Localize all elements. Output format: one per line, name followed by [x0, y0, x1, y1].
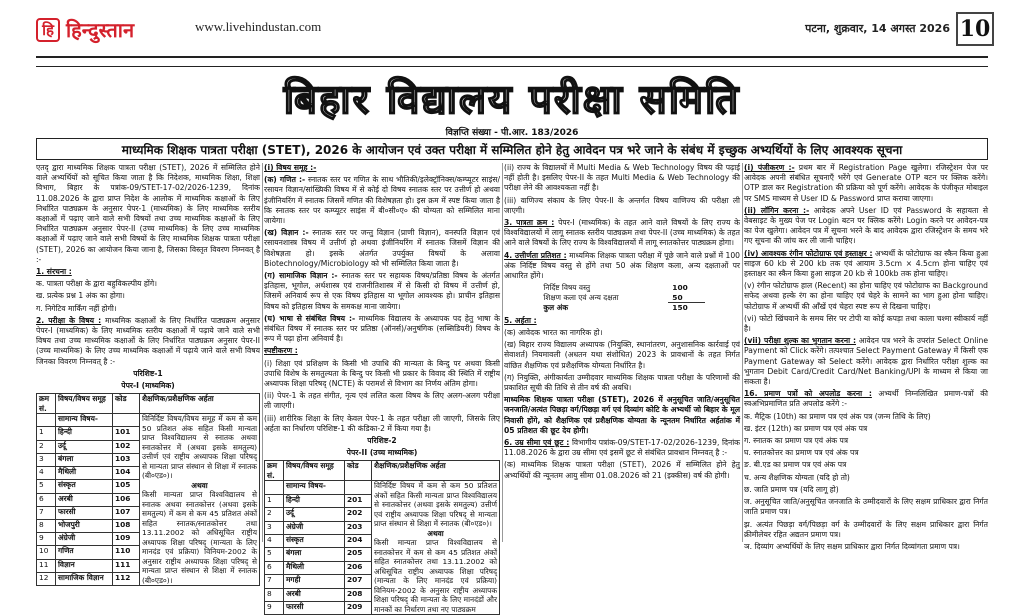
- marks-value: 100: [672, 283, 688, 293]
- appendix-label: परिशिष्ट-2: [367, 436, 397, 446]
- subject-code: 112: [113, 572, 140, 585]
- table-header: विषय/विषय समूह: [56, 394, 113, 414]
- dateline: पटना, शुक्रवार, 14 अगस्त 2026: [805, 22, 950, 35]
- subject-name: गणित: [56, 546, 113, 559]
- upload-item: छ. जाति प्रमाण पत्र (यदि लागू हो): [744, 484, 839, 494]
- social-science-text: स्नातक स्तर पर सहायक विषय/प्रतिष्ठा विषय के अंतर्गत इतिहास, भूगोल, अर्थशास्त्र एवं राजनीतिशास्त्र में से किसी दो विषय में उत्तीर्ण हो, जिसमें अनिवार्य रूप से एक विषय इतिहास या भूगोल आवश्यक हो। प्राचीन इतिहास विषय को इतिहास विषय के समकक्ष माना जायेगा।: [264, 271, 500, 311]
- subject-code: 111: [113, 559, 140, 572]
- age-limit-item: (क) माध्यमिक शिक्षक पात्रता परीक्षा (STET), 2026 में सम्मिलित होने हेतु अभ्यर्थियों की न्यूनतम आयु सीमा 01.08.2026 को 21 (इक्कीस) वर्ष की होगी।: [504, 460, 740, 480]
- maths-text: स्नातक स्तर पर गणित के साथ भौतिकी/इलेक्ट्रॉनिक्स/कम्प्यूटर साइंस/रसायन विज्ञान/सांख्यिकी विषय में से कोई दो विषय स्नातक स्तर पर उत्तीर्ण हो अथवा इंजीनियरिंग में स्नातक जिसमें गणित की विशेषज्ञता हो। इस क्रम में स्पष्ट किया जाता है कि स्नातक स्तर पर कम्प्यूटर साइंस में बी०सी०ए० की योग्यता को सम्मिलित माना जायेगा।: [264, 175, 501, 226]
- row-number: 5: [265, 548, 284, 561]
- column-divider: [262, 163, 263, 542]
- subject-name: बंगला: [284, 548, 345, 561]
- upload-title: 16. प्रमाण पत्रों को अपलोड करना :: [744, 389, 872, 399]
- subject-code: 208: [345, 588, 372, 601]
- upload-item: झ. अत्यंत पिछड़ा वर्ग/पिछड़ा वर्ग के उम्मीदवारों के लिए सक्षम प्राधिकार द्वारा निर्गत क्रीमीलेयर रहित अद्यतन प्रमाण पत्र।: [744, 519, 988, 539]
- row-number: 4: [265, 535, 284, 548]
- subject-code: 106: [113, 493, 140, 506]
- marks-label: कुल अंक: [543, 302, 568, 312]
- subject-code: 103: [113, 453, 140, 466]
- subject-name: फारसी: [56, 506, 113, 519]
- subject-code: 202: [345, 508, 372, 521]
- row-number: 3: [265, 521, 284, 534]
- clarification-item: (i) शिक्षा एवं प्रशिक्षण के किसी भी उपाधि की मान्यता के बिन्दु पर अथवा किसी उपाधि विशेष के समतुल्यता के बिन्दु पर किसी भी प्रकार के विवाद की स्थिति में राष्ट्रीय अध्यापक शिक्षा परिषद् (NCTE) के परामर्श से विभाग का निर्णय अंतिम होगा।: [264, 358, 500, 389]
- website-url: www.livehindustan.com: [195, 19, 322, 34]
- paper-label: पेपर-II (उच्च माध्यमिक): [346, 448, 418, 458]
- eligibility-item: (ग) नियुक्ति, अंगीकार्यता उम्मीदवार माध्यमिक शिक्षक पात्रता परीक्षा के परिणामों की प्रकाशित सूची की तिथि से तीन वर्ष की अवधि।: [504, 372, 740, 392]
- subject-name: उर्दू: [284, 508, 345, 521]
- marks-label: निर्दिष्ट विषय वस्तु: [543, 283, 591, 293]
- marks-value: 150: [672, 303, 688, 313]
- intro-paragraph: एतद् द्वारा माध्यमिक शिक्षक पात्रता परीक्षा (STET), 2026 में सम्मिलित होने वाले अभ्यर्थियों को सूचित किया जाता है कि निदेशक, माध्यमिक शिक्षा, शिक्षा विभाग, बिहार के पत्रांक-09/STET-17-02/2026-1239, दिनांक 11.08.2026 के द्वारा प्राप्त निदेश के आलोक में माध्यमिक कक्षाओं के लिए निर्धारित पाठ्यक्रम के अनुसार पेपर-1 (माध्यमिक) के लिए माध्यमिक स्तरीय कक्षाओं में पढ़ाए जाने वाले सभी विषयों तथा उच्च माध्यमिक कक्षाओं के लिए निर्धारित पाठ्यक्रम अनुसार पेपर-II (उच्च माध्यमिक) के लिए उच्च माध्यमिक कक्षाओं में पढ़ाए जाने वाले सभी विषयों के लिए माध्यमिक शिक्षक पात्रता परीक्षा (STET), 2026 का आयोजन किया जाना है, जिसका विस्तृत विवरण निम्नवत् है :-: [36, 163, 260, 264]
- subject-name: हिन्दी: [284, 494, 345, 507]
- subject-name: भोजपुरी: [56, 520, 113, 533]
- upload-item: ज. अनुसूचित जाति/अनुसूचित जनजाति के उम्मीदवारों के लिए सक्षम प्राधिकार द्वारा निर्गत जाति प्रमाण पत्र।: [744, 497, 988, 517]
- row-number: 2: [37, 440, 56, 453]
- notice-number: विज्ञप्ति संख्या - पी.आर. 183/2026: [445, 128, 579, 138]
- age-limit-text: विभागीय पत्रांक-09/STET-17-02/2026-1239, दिनांक 11.08.2026 के द्वारा उम्र सीमा एवं इसमें छूट से संबंधित प्रावधान निम्नवत् है :-: [504, 437, 740, 458]
- paragraph: (ii) राज्य के विद्यालयों में Multi Media & Web Technology विषय की पढ़ाई नहीं होती है। इसलिए पेपर-II के तहत Multi Media & Web Technology की परीक्षा लेने की आवश्यकता नहीं है।: [504, 163, 740, 193]
- table-header: क्रम सं.: [265, 461, 284, 481]
- masthead: [0, 0, 1024, 64]
- language-text: माध्यमिक विद्यालय के अध्यापक पद हेतु भाषा के संबंधित विषय में स्नातक स्तर पर प्रतिष्ठा (ऑनर्स)/अनुषंगिक (सब्सिडियरी) विषय के रूप में पढ़ा होना अनिवार्य है।: [264, 313, 500, 344]
- upload-text: अभ्यर्थी निम्नलिखित प्रमाण-पत्रों की स्वअभिप्रमाणित प्रति अपलोड करेंगे :-: [744, 389, 988, 409]
- row-number: 10: [37, 546, 56, 559]
- subject-name: उर्दू: [56, 440, 113, 453]
- subject-code: 201: [345, 494, 372, 507]
- row-number: 1: [37, 427, 56, 440]
- notice-subtitle: माध्यमिक शिक्षक पात्रता परीक्षा (STET), 2026 के आयोजन एवं उक्त परीक्षा में सम्मिलित होने हेतु आवेदन पत्र भरे जाने के संबंध में इच्छुक अभ्यर्थियों के लिए आवश्यक सूचना: [36, 138, 988, 160]
- registration-title: (i) पंजीकरण :-: [744, 163, 795, 172]
- eligibility-item: (क) आवेदक भारत का नागरिक हो।: [504, 327, 603, 337]
- row-number: 8: [265, 588, 284, 601]
- or-label: अथवा: [191, 480, 208, 490]
- marks-value: 50: [668, 293, 704, 303]
- section-subjects-text: माध्यमिक कक्षाओं के लिए निर्धारित पाठ्यक्रम अनुसार पेपर-I (माध्यमिक) के लिए माध्यमिक स्तरीय कक्षाओं में पढ़ाये जाने वाले सभी विषय तथा उच्च माध्यमिक कक्षाओं के लिए निर्धारित पाठ्यक्रम अनुसार पेपर-II (उच्च माध्यमिक) के लिए उच्च माध्यमिक कक्षाओं में पढ़ाये जाने वाले सभी विषय जिनका विवरण निम्नवत् है :-: [36, 315, 260, 366]
- table-row: [37, 414, 260, 427]
- subject-name: बंगला: [56, 453, 113, 466]
- headline-top-rule: [36, 66, 988, 67]
- row-number: 12: [37, 572, 56, 585]
- subject-code: 108: [113, 520, 140, 533]
- subject-name: सामाजिक विज्ञान: [56, 572, 113, 585]
- table-row: [539, 283, 704, 293]
- page-number: 10: [956, 12, 994, 46]
- subject-code: 207: [345, 575, 372, 588]
- row-number: 7: [37, 506, 56, 519]
- qualification-text-alt: किसी मान्यता प्राप्त विश्वविद्यालय से स्नातक अथवा स्नातकोत्तर (अथवा इसके समतुल्य) में कम से कम 45 प्रतिशत अंकों सहित स्नातक/स्नातकोत्तर तथा 13.11.2002 को अधिसूचित राष्ट्रीय अध्यापक शिक्षा परिषद् (मान्यता के लिए मानदंड एवं प्रक्रिया) विनियम-2002 के अनुसार राष्ट्रीय अध्यापक शिक्षा परिषद् से मान्यता प्राप्त संस्थान से शिक्षा में स्नातक (बी०एड०)।: [142, 490, 257, 585]
- table-header: क्रम सं.: [37, 394, 56, 414]
- subject-code: 110: [113, 546, 140, 559]
- table-header: विषय/विषय समूह: [284, 461, 345, 481]
- table-header: शैक्षणिक/प्रशैक्षणिक अर्हता: [140, 394, 260, 414]
- subject-code: 206: [345, 561, 372, 574]
- group-label: सामान्य विषय-: [284, 481, 345, 494]
- subject-group-title: (i) विषय समूह :-: [264, 163, 317, 172]
- upload-item: घ. स्नातकोत्तर का प्रमाण पत्र एवं अंक पत्र: [744, 448, 859, 458]
- eligibility-item: (ख) बिहार राज्य विद्यालय अध्यापक (नियुक्ति, स्थानांतरण, अनुशासनिक कार्रवाई एवं सेवाशर्त) नियमावली (अधतन यथा संशोधित) 2023 के प्रावधानों के तहत निर्गत वांछित शैक्षणिक एवं प्रशैक्षणिक योग्यता निर्धारित है।: [504, 340, 740, 370]
- table-row: [539, 303, 704, 313]
- structure-item: ग. निगेटिव मार्किंग नहीं होगी।: [36, 303, 117, 313]
- row-number: 3: [37, 453, 56, 466]
- upload-item: ङ. बी.एड का प्रमाण पत्र एवं अंक पत्र: [744, 460, 847, 470]
- age-limit-title: 6. उम्र सीमा एवं छूट :: [504, 437, 570, 447]
- social-science-title: (ग) सामाजिक विज्ञान :-: [264, 271, 338, 281]
- pass-percent-text: माध्यमिक शिक्षक पात्रता परीक्षा में पूछे जाने वाले प्रश्नों में 100 अंक निर्दिष्ट विषय वस्तु से होंगे तथा 50 अंक शिक्षण कला, अन्य दक्षताओं पर आधारित होंगे।: [504, 250, 740, 281]
- row-number: 7: [265, 575, 284, 588]
- login-title: (ii) लॉगिन करना :-: [744, 205, 810, 215]
- subject-code: 204: [345, 535, 372, 548]
- subject-code: 105: [113, 480, 140, 493]
- column-4: [744, 163, 989, 551]
- column-3: [504, 163, 740, 542]
- paragraph: (vi) फोटो खिंचवाने के समय सिर पर टोपी या कोई कपड़ा तथा काला चश्मा स्वीकार्य नहीं है।: [744, 313, 988, 334]
- structure-item: ख. प्रत्येक प्रश्न 1 अंक का होगा।: [36, 291, 125, 301]
- eligibility-title: 5. अर्हता :: [504, 315, 537, 325]
- subject-name: संस्कृत: [284, 535, 345, 548]
- subject-code: 101: [113, 427, 140, 440]
- subject-name: अंग्रेजी: [56, 533, 113, 546]
- column-1: [36, 163, 260, 585]
- subject-name: संस्कृत: [56, 480, 113, 493]
- marks-label: शिक्षण कला एवं अन्य दक्षता: [543, 292, 619, 302]
- appendix-label: परिशिष्ट-1: [133, 368, 163, 378]
- row-number: 9: [265, 602, 284, 615]
- subject-name: फारसी: [284, 602, 345, 615]
- fee-text: आवेदन पत्र भरने के उपरांत Select Online Payment को Click करेंगे। तत्पश्चात Select Payment Gateway में किसी एक Payment Gateway को Select करेंगे। आवेदक द्वारा निर्धारित परीक्षा शुल्क का भुगतान Debit Card/Credit Card/Net Banking/UPI के माध्यम से किया जा सकता है।: [744, 336, 988, 387]
- subject-code: 104: [113, 467, 140, 480]
- pass-percent-title: 4. उत्तीर्णता प्रतिशत :: [504, 250, 567, 260]
- clarification-item: (iii) शारीरिक शिक्षा के लिए केवल पेपर-1 के तहत परीक्षा ली जाएगी, जिसके लिए अर्हता का निर्धारण परिशिष्ट-1 की कंडिका-2 में किया गया है।: [264, 413, 500, 433]
- row-number: 1: [265, 494, 284, 507]
- logo-text: हिन्दुस्तान: [66, 18, 135, 42]
- table-row: [539, 293, 704, 303]
- group-label: सामान्य विषय-: [56, 414, 113, 427]
- masthead-rule: [36, 56, 988, 58]
- row-number: 4: [37, 467, 56, 480]
- row-number: 9: [37, 533, 56, 546]
- science-text: स्नातक स्तर पर जन्तु विज्ञान (प्राणी विज्ञान), वनस्पति विज्ञान एवं रसायनशास्त्र विषय में उत्तीर्ण हो अथवा इंजीनियरिंग में स्नातक जिसमें विज्ञान की विशेषज्ञता हो। इसके अंतर्गत उपर्युक्त विषयों के अलावा Biotechnology/Microbiology को भी सम्मिलित किया जाता है।: [264, 228, 500, 268]
- or-label: अथवा: [427, 528, 444, 538]
- upload-item: क. मैट्रिक (10th) का प्रमाण पत्र एवं अंक पत्र (जन्म तिथि के लिए): [744, 411, 931, 421]
- language-title: (घ) भाषा से संबंधित विषय :-: [264, 313, 356, 323]
- subject-code: 102: [113, 440, 140, 453]
- paragraph: (iii) वाणिज्य संकाय के लिए पेपर-II के अन्तर्गत विषय वाणिज्य की परीक्षा ली जाएगी।: [504, 195, 740, 215]
- column-divider: [742, 163, 743, 542]
- table-header: शैक्षणिक/प्रशैक्षणिक अर्हता: [372, 461, 500, 481]
- row-number: 6: [37, 493, 56, 506]
- maths-title: (क) गणित :-: [264, 175, 306, 185]
- subject-name: मगही: [284, 575, 345, 588]
- subject-name: मैथिली: [56, 467, 113, 480]
- subject-code: 203: [345, 521, 372, 534]
- subject-name: मैथिली: [284, 561, 345, 574]
- subject-name: अंग्रेजी: [284, 521, 345, 534]
- hindustan-logo-icon: हि: [36, 18, 60, 42]
- row-number: 6: [265, 561, 284, 574]
- subject-name: अरबी: [284, 588, 345, 601]
- row-number: 2: [265, 508, 284, 521]
- subject-code: 209: [345, 602, 372, 615]
- upload-item: ग. स्नातक का प्रमाण पत्र एवं अंक पत्र: [744, 436, 849, 446]
- syllabus-title: 3. पात्रता क्रम :: [504, 218, 555, 228]
- clarification-item: (ii) पेपर-1 के तहत संगीत, नृत्य एवं ललित कला विषय के लिए अलग-अलग परीक्षा ली जाएगी।: [264, 391, 500, 411]
- photo-title: (iv) आवश्यक रंगीन फोटोग्राफ एवं हस्ताक्षर :: [744, 248, 873, 258]
- relaxation-text: माध्यमिक शिक्षक पात्रता परीक्षा (STET), 2026 में अनुसूचित जाति/अनुसूचित जनजाति/अत्यंत पिछड़ा वर्ग/पिछड़ा वर्ग एवं दिव्यांग कोटि के अभ्यर्थी जो बिहार के मूल निवासी होंगे, को शैक्षणिक एवं प्रशैक्षणिक योग्यता के न्यूनतम निर्धारित अर्हतांक में 05 प्रतिशत की छूट देय होगी।: [504, 395, 740, 435]
- paper-label: पेपर-I (माध्यमिक): [121, 381, 175, 391]
- section-structure-title: 1. संरचना :: [36, 267, 72, 277]
- upload-item: च. अन्य शैक्षणिक योग्यता (यदि हो तो): [744, 472, 850, 482]
- subject-name: विज्ञान: [56, 559, 113, 572]
- registration-text: प्रथम बार में Registration Page खुलेगा। रजिस्ट्रेशन पेज पर आवेदक अपनी संबंधित सूचनाएँ भरेंगे एवं Generate OTP बटन पर क्लिक करेंगे। OTP डाल कर Registration की प्रक्रिया को पूर्ण करेंगे। आवेदक के पंजीकृत मोबाइल पर SMS माध्यम से User ID & Password प्राप्त कराया जाएगा।: [744, 163, 988, 203]
- login-text: आवेदक अपने User ID एवं Password के सहायता से वेबसाइट के मुख्य पेज पर Login बटन पर क्लिक करेंगे। Login करने पर आवेदन-पत्र का पेज खुलेगा। आवेदन पत्र में सूचना भरने के बाद आवेदक द्वारा रजिस्ट्रेशन के समय भरे गए सूचना की जांच कर ली जानी चाहिए।: [744, 205, 988, 246]
- table-row: [265, 481, 500, 494]
- syllabus-text: पेपर-I (माध्यमिक) के तहत आने वाले विषयों के लिए राज्य के विश्वविद्यालयों में लागू स्नातक स्तरीय पाठ्यक्रम तथा पेपर-II (उच्च माध्यमिक) के तहत आने वाले विषयों के लिए राज्य के विश्वविद्यालयों में लागू स्नातकोत्तर पाठ्यक्रम होगा।: [504, 218, 740, 248]
- fee-title: (vii) परीक्षा शुल्क का भुगतान करना :: [744, 336, 857, 346]
- table-header: कोड: [345, 461, 372, 481]
- column-2: [264, 163, 501, 614]
- hindustan-logo: [36, 16, 134, 43]
- marks-table: [539, 283, 704, 313]
- qualification-text-alt: किसी मान्यता प्राप्त विश्वविद्यालय से स्नातकोत्तर में कम से कम 45 प्रतिशत अंकों सहित स्नातकोत्तर तथा 13.11.2002 को अधिसूचित राष्ट्रीय अध्यापक शिक्षा परिषद् (मान्यता के लिए मानदंड एवं प्रक्रिया) विनियम-2002 के अनुसार राष्ट्रीय अध्यापक शिक्षा परिषद् की मान्यता के लिए मानदंडों और मानकों का निर्धारण तथा नए पाठ्यक्रम: [374, 538, 497, 614]
- subject-code: 107: [113, 506, 140, 519]
- subject-name: हिन्दी: [56, 427, 113, 440]
- section-subjects-title: 2. परीक्षा के विषय :: [36, 315, 102, 325]
- page-headline: बिहार विद्यालय परीक्षा समिति: [283, 76, 741, 123]
- qualification-text: विनिर्दिष्ट विषय/विषय समूह में कम से कम 50 प्रतिशत अंक सहित किसी मान्यता प्राप्त विश्वविद्यालय से स्नातक अथवा स्नातकोत्तर में (अथवा इसके समतुल्य) उत्तीर्ण एवं राष्ट्रीय अध्यापक शिक्षा परिषद् से मान्यता प्राप्त संस्थान से शिक्षा में स्नातक (बी०एड०)।: [142, 414, 257, 481]
- upload-item: ञ. दिव्यांग अभ्यर्थियों के लिए सक्षम प्राधिकार द्वारा निर्गत दिव्यांगता प्रमाण पत्र।: [744, 541, 960, 551]
- row-number: 11: [37, 559, 56, 572]
- qualification-text: विनिर्दिष्ट विषय में कम से कम 50 प्रतिशत अंकों सहित किसी मान्यता प्राप्त विश्वविद्यालय से स्नातकोत्तर (अथवा इसके समतुल्य) उत्तीर्ण एवं राष्ट्रीय अध्यापक शिक्षा परिषद् से मान्यता प्राप्त संस्थान से शिक्षा में स्नातक (बी०एड०)।: [374, 481, 497, 529]
- row-number: 8: [37, 520, 56, 533]
- column-divider: [502, 163, 503, 542]
- subject-code: 205: [345, 548, 372, 561]
- row-number: 5: [37, 480, 56, 493]
- structure-item: क. पात्रता परीक्षा के द्वारा बहुविकल्पीय होंगे।: [36, 279, 158, 289]
- science-title: (ख) विज्ञान :-: [264, 228, 309, 238]
- subjects-table-paper2: [264, 460, 500, 615]
- subject-code: 109: [113, 533, 140, 546]
- clarification-title: स्पष्टीकरण :: [264, 346, 298, 356]
- photo-text: अभ्यर्थी के फोटोग्राफ का स्कैन किया हुआ साइज 60 kb से 200 kb तक एवं आयाम 3.5cm × 4.5cm होना चाहिए एवं हस्ताक्षर का स्कैन किया हुआ साइज 20 kb से 100kb तक होना चाहिए।: [744, 248, 989, 279]
- table-header: कोड: [113, 394, 140, 414]
- subject-name: अरबी: [56, 493, 113, 506]
- upload-item: ख. इंटर (12th) का प्रमाण पत्र एवं अंक पत्र: [744, 423, 868, 433]
- subjects-table-paper1: [36, 393, 260, 586]
- paragraph: (v) रंगीन फोटोग्राफ हाल (Recent) का होना चाहिए एवं फोटोग्राफ का Background सफेद अथवा हल्के रंग का होना चाहिए एवं चेहरे के सामने का भाग हुआ होना चाहिए। फोटोग्राफ में अभ्यर्थी की आँखें एवं चेहरा स्पष्ट रूप से दिखना चाहिए।: [744, 281, 988, 311]
